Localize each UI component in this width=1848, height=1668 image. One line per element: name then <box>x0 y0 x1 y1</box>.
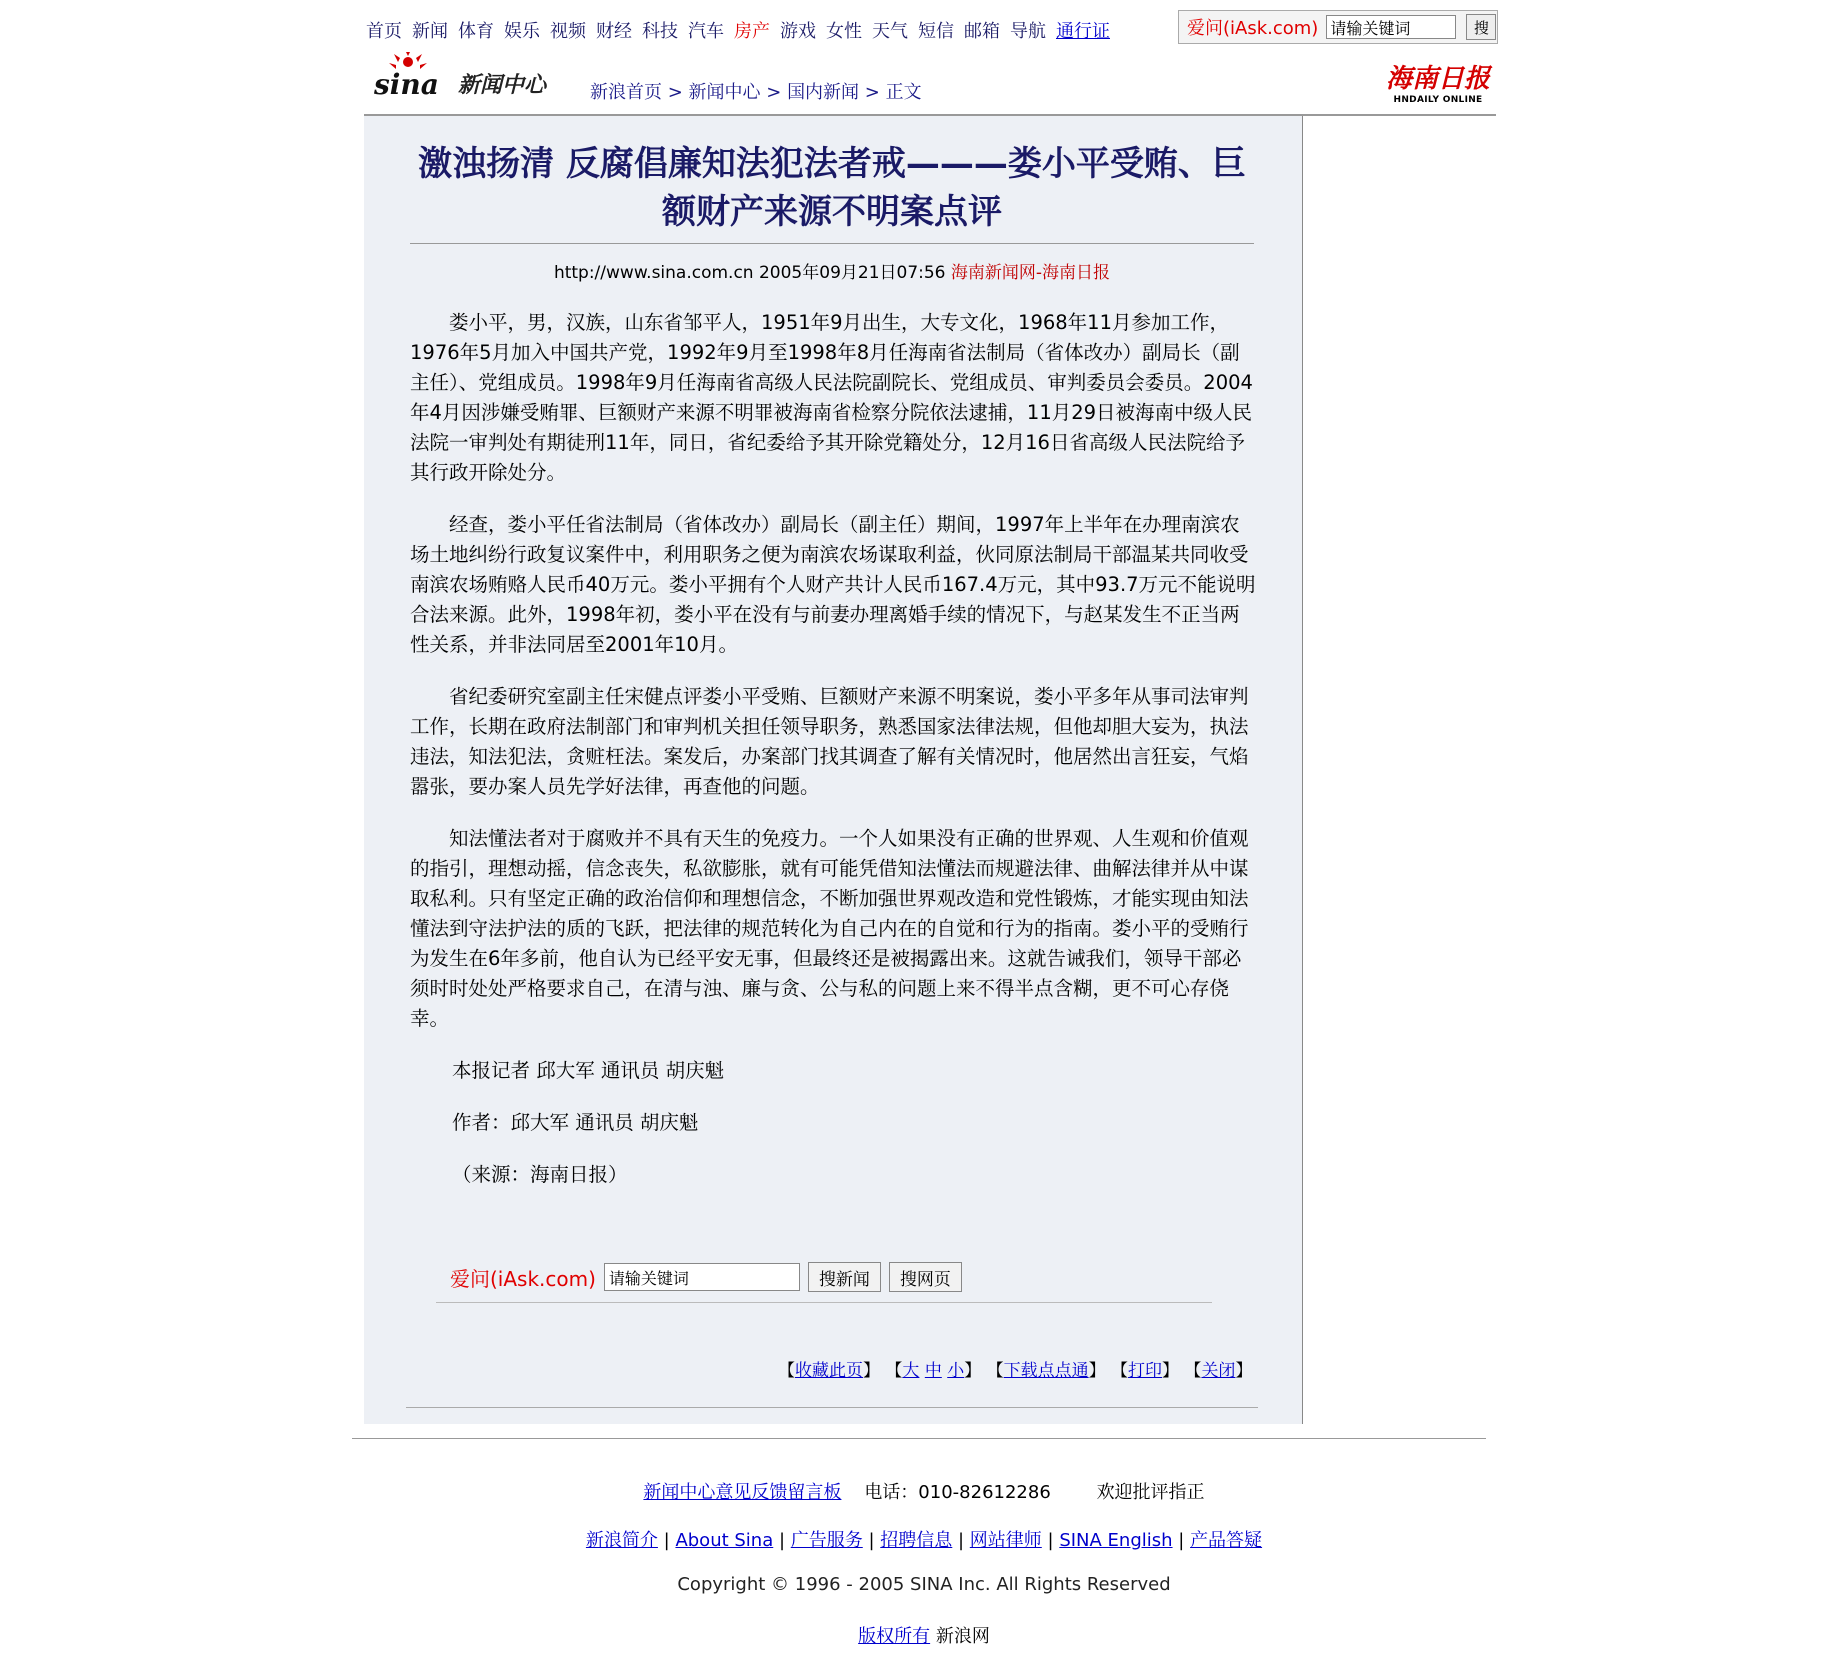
feedback-link[interactable]: 新闻中心意见反馈留言板 <box>643 1482 842 1503</box>
footer-link-faq[interactable]: 产品答疑 <box>1190 1530 1263 1551</box>
nav-sports[interactable]: 体育 <box>458 21 494 42</box>
article-paragraph: 娄小平，男，汉族，山东省邹平人，1951年9月出生，大专文化，1968年11月参加工作，1976年5月加入中国共产党，1992年9月至1998年8月任海南省法制局（省体改办）副局长（副主任）、党组成员。1998年9月任海南省高级人民法院副院长、党组成员、审判委员会委员。2004年4月因涉嫌受贿罪、巨额财产来源不明罪被海南省检察分院依法逮捕，11月29日被海南中级人民法院一审判处有期徒刑11年，同日，省纪委给予其开除党籍处分，12月16日省高级人民法院给予其行政开除处分。 <box>410 311 1253 484</box>
hainan-daily-logo-cn: 海南日报 <box>1386 64 1491 94</box>
content-bottom-divider <box>406 1407 1258 1408</box>
article-tools: 【收藏此页】 【大 中 小】 【下载点点通】 【打印】 【关闭】 <box>778 1361 1253 1381</box>
font-medium-link[interactable]: 中 <box>924 1361 942 1381</box>
logo-subtitle: 新闻中心 <box>458 73 547 98</box>
breadcrumb-newscenter[interactable]: 新闻中心 <box>688 82 761 103</box>
top-nav <box>366 14 1120 46</box>
breadcrumb-domestic[interactable]: 国内新闻 <box>787 82 860 103</box>
top-search-box <box>1178 10 1498 44</box>
search-web-button[interactable]: 搜网页 <box>889 1262 962 1292</box>
breadcrumb-current: 正文 <box>885 82 922 103</box>
bookmark-link[interactable]: 收藏此页 <box>795 1361 863 1381</box>
nav-women[interactable]: 女性 <box>826 21 862 42</box>
nav-house[interactable]: 房产 <box>734 21 770 42</box>
article-title: 激浊扬清 反腐倡廉知法犯法者戒———娄小平受贿、巨额财产来源不明案点评 <box>418 144 1246 232</box>
footer-divider <box>352 1438 1486 1439</box>
bottom-search-input[interactable] <box>604 1263 800 1291</box>
top-search-label: 爱问(iAsk.com) <box>1187 18 1319 39</box>
nav-news[interactable]: 新闻 <box>412 21 448 42</box>
sina-logo-text: sina <box>374 68 439 100</box>
nav-tech[interactable]: 科技 <box>642 21 678 42</box>
top-search-input[interactable] <box>1326 15 1456 39</box>
article-meta <box>410 258 1254 283</box>
footer-copyright: Copyright © 1996 - 2005 SINA Inc. All Rights Reserved <box>677 1574 1171 1595</box>
article-source-link[interactable]: 海南新闻网-海南日报 <box>950 263 1111 283</box>
close-link[interactable]: 关闭 <box>1201 1361 1236 1381</box>
search-divider <box>436 1302 1212 1303</box>
download-link[interactable]: 下载点点通 <box>1003 1361 1089 1381</box>
nav-auto[interactable]: 汽车 <box>688 21 724 42</box>
footer-rights <box>0 1622 1848 1648</box>
footer-welcome: 欢迎批评指正 <box>1096 1482 1205 1503</box>
nav-finance[interactable]: 财经 <box>596 21 632 42</box>
footer-phone: 电话：010-82612286 <box>864 1482 1051 1503</box>
article-paragraph: 知法懂法者对于腐败并不具有天生的免疫力。一个人如果没有正确的世界观、人生观和价值观的指引，理想动摇，信念丧失，私欲膨胀，就有可能凭借知法懂法而规避法律、曲解法律并从中谋取私利。只有坚定正确的政治信仰和理想信念，不断加强世界观改造和党性锻炼，才能实现由知法懂法到守法护法的质的飞跃，把法律的规范转化为自己内在的自觉和行为的指南。娄小平的受贿行为发生在6年多前，他自认为已经平安无事，但最终还是被揭露出来。这就告诫我们，领导干部必须时时处处严格要求自己，在清与浊、廉与贪、公与私的问题上来不得半点含糊，更不可心存侥幸。 <box>410 827 1249 1030</box>
nav-passport[interactable]: 通行证 <box>1056 21 1110 42</box>
nav-home[interactable]: 首页 <box>366 21 402 42</box>
print-link[interactable]: 打印 <box>1128 1361 1163 1381</box>
footer-link-jobs[interactable]: 招聘信息 <box>880 1530 953 1551</box>
footer-link-lawyer[interactable]: 网站律师 <box>969 1530 1042 1551</box>
sina-logo[interactable] <box>372 52 472 100</box>
footer-link-ads[interactable]: 广告服务 <box>790 1530 863 1551</box>
font-small-link[interactable]: 小 <box>947 1361 965 1381</box>
search-news-button[interactable]: 搜新闻 <box>808 1262 881 1292</box>
footer-link-english[interactable]: SINA English <box>1059 1530 1173 1551</box>
column-divider <box>1302 116 1303 1424</box>
article-body <box>410 308 1256 1212</box>
footer-link-intro[interactable]: 新浪简介 <box>585 1530 658 1551</box>
rights-link[interactable]: 版权所有 <box>858 1626 931 1647</box>
top-search-button[interactable]: 搜 <box>1466 14 1496 40</box>
bottom-search-box <box>450 1262 962 1292</box>
rights-owner: 新浪网 <box>930 1626 990 1647</box>
nav-sms[interactable]: 短信 <box>918 21 954 42</box>
nav-guide[interactable]: 导航 <box>1010 21 1046 42</box>
article-date: http://www.sina.com.cn 2005年09月21日07:56 <box>553 263 951 283</box>
footer-link-about[interactable]: About Sina <box>675 1530 774 1551</box>
nav-video[interactable]: 视频 <box>550 21 586 42</box>
font-large-link[interactable]: 大 <box>902 1361 920 1381</box>
footer-feedback-row <box>0 1478 1848 1504</box>
nav-ent[interactable]: 娱乐 <box>504 21 540 42</box>
nav-games[interactable]: 游戏 <box>780 21 816 42</box>
article-paragraph: 经查，娄小平任省法制局（省体改办）副局长（副主任）期间，1997年上半年在办理南滨农场土地纠纷行政复议案件中，利用职务之便为南滨农场谋取利益，伙同原法制局干部温某共同收受南滨农场贿赂人民币40万元。娄小平拥有个人财产共计人民币167.4万元，其中93.7万元不能说明合法来源。此外，1998年初，娄小平在没有与前妻办理离婚手续的情况下，与赵某发生不正当两性关系，并非法同居至2001年10月。 <box>410 513 1256 656</box>
breadcrumb-home[interactable]: 新浪首页 <box>590 82 662 103</box>
bottom-search-label: 爱问(iAsk.com) <box>450 1266 596 1291</box>
article-source-note: （来源：海南日报） <box>452 1163 628 1186</box>
article-author: 作者：邱大军 通讯员 胡庆魁 <box>452 1111 699 1134</box>
footer-links: 新浪简介 | About Sina | 广告服务 | 招聘信息 | 网站律师 | SINA English | 产品答疑 <box>585 1530 1263 1551</box>
article-reporter: 本报记者 邱大军 通讯员 胡庆魁 <box>452 1059 725 1082</box>
nav-weather[interactable]: 天气 <box>872 21 908 42</box>
hainan-daily-logo-en: HNDAILY ONLINE <box>1393 95 1483 105</box>
nav-mail[interactable]: 邮箱 <box>964 21 1000 42</box>
breadcrumb: 新浪首页 > 新闻中心 > 国内新闻 > 正文 <box>590 82 922 103</box>
hainan-daily-logo[interactable] <box>1386 58 1490 105</box>
title-divider <box>410 243 1254 244</box>
article-paragraph: 省纪委研究室副主任宋健点评娄小平受贿、巨额财产来源不明案说，娄小平多年从事司法审判工作，长期在政府法制部门和审判机关担任领导职务，熟悉国家法律法规，但他却胆大妄为，执法违法，知法犯法，贪赃枉法。案发后，办案部门找其调查了解有关情况时，他居然出言狂妄，气焰嚣张，要办案人员先学好法律，再查他的问题。 <box>410 685 1249 798</box>
